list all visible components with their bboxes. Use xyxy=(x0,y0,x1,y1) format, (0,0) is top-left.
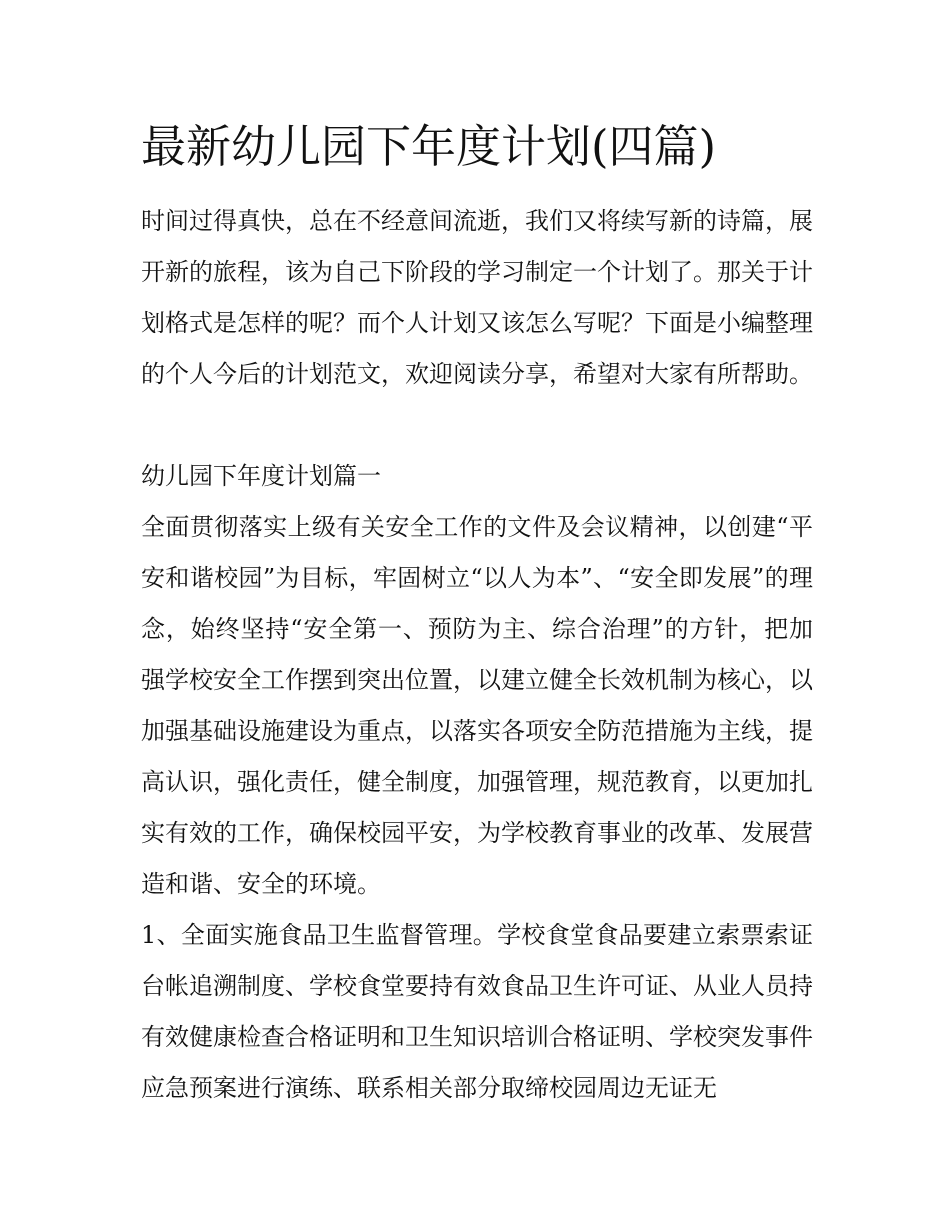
document-title: 最新幼儿园下年度计划(四篇) xyxy=(141,120,717,173)
intro-paragraph: 时间过得真快，总在不经意间流逝，我们又将续写新的诗篇，展开新的旅程，该为自己下阶段的学习制定一个计划了。那关于计划格式是怎样的呢？而个人计划又该怎么写呢？下面是小编整理的个人今后的计划范文，欢迎阅读分享，希望对大家有所帮助。 xyxy=(141,207,813,388)
list-item-1: 1、全面实施食品卫生监督管理。学校食堂食品要建立索票索证台帐追溯制度、学校食堂要持有效食品卫生许可证、从业人员持有效健康检查合格证明和卫生知识培训合格证明、学校突发事件应急预案进行演练、联系相关部分取缔校园周边无证无 xyxy=(141,921,813,1102)
main-paragraph: 全面贯彻落实上级有关安全工作的文件及会议精神，以创建“平安和谐校园”为目标，牢固树立“以人为本”、“安全即发展”的理念，始终坚持“安全第一、预防为主、综合治理”的方针，把加强学校安全工作摆到突出位置，以建立健全长效机制为核心，以加强基础设施建设为重点，以落实各项安全防范措施为主线，提高认识，强化责任，健全制度，加强管理，规范教育，以更加扎实有效的工作，确保校园平安，为学校教育事业的改革、发展营造和谐、安全的环境。 xyxy=(141,513,813,898)
section-heading: 幼儿园下年度计划篇一 xyxy=(141,462,381,490)
